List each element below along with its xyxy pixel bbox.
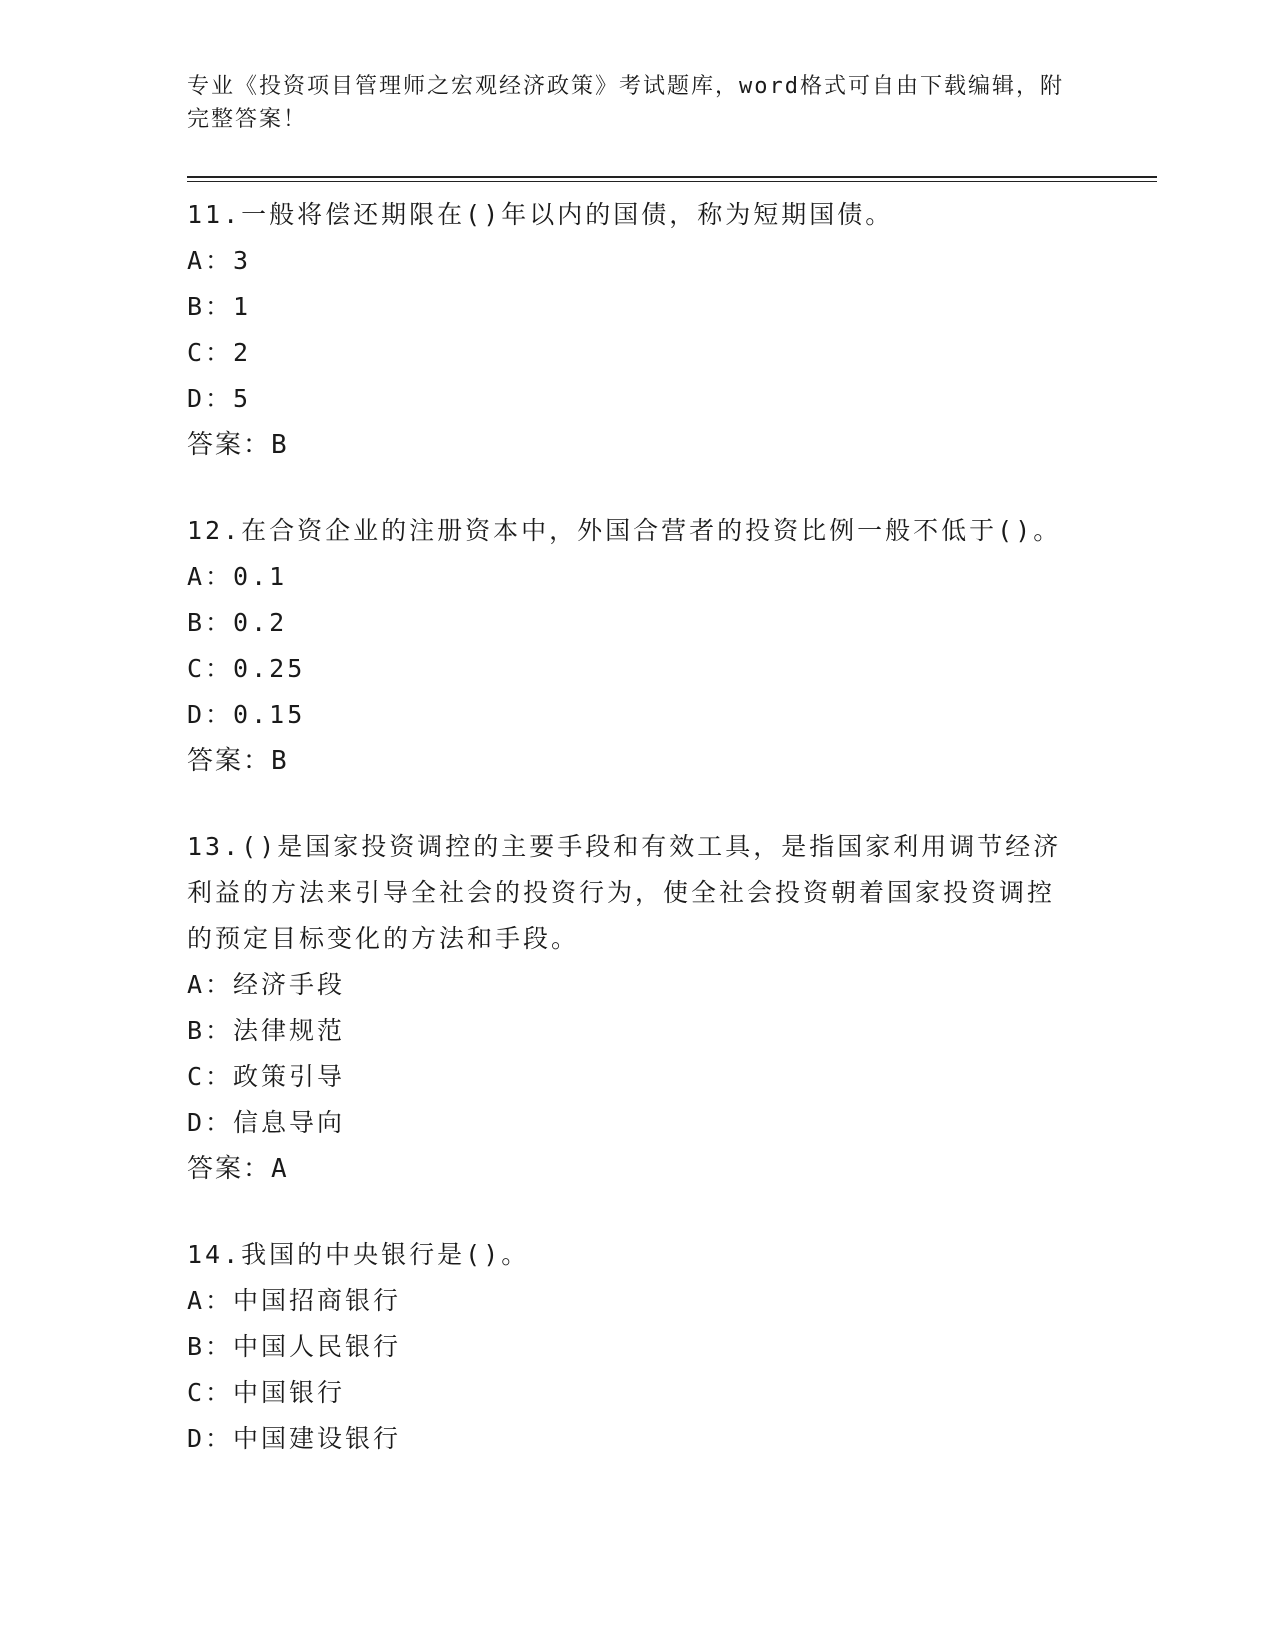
option-d: D：中国建设银行	[187, 1424, 402, 1453]
question-14	[187, 1232, 1157, 1462]
question-text: 14.我国的中央银行是()。	[187, 1240, 530, 1269]
header-divider	[187, 176, 1157, 182]
option-d: D：5	[187, 384, 252, 413]
answer-line: 答案：A	[187, 1154, 289, 1184]
option-b: B：0.2	[187, 608, 288, 637]
question-13	[187, 824, 1157, 1192]
document-intro: 专业《投资项目管理师之宏观经济政策》考试题库，word格式可自由下载编辑，附完整答案！	[187, 74, 1064, 132]
option-c: C：2	[187, 338, 252, 367]
option-b: B：1	[187, 292, 252, 321]
option-c: C：政策引导	[187, 1062, 346, 1091]
option-b: B：法律规范	[187, 1016, 346, 1045]
option-d: D：0.15	[187, 700, 306, 729]
option-a: A：经济手段	[187, 970, 346, 999]
option-d: D：信息导向	[187, 1108, 346, 1137]
option-a: A：0.1	[187, 562, 288, 591]
option-a: A：中国招商银行	[187, 1286, 402, 1315]
option-c: C：中国银行	[187, 1378, 346, 1407]
answer-line: 答案：B	[187, 430, 289, 460]
answer-line: 答案：B	[187, 746, 289, 776]
question-text: 12.在合资企业的注册资本中，外国合营者的投资比例一般不低于()。	[187, 516, 1062, 545]
question-12	[187, 508, 1157, 784]
option-b: B：中国人民银行	[187, 1332, 402, 1361]
question-text: 13.()是国家投资调控的主要手段和有效工具，是指国家利用调节经济利益的方法来引导全社会的投资行为，使全社会投资朝着国家投资调控的预定目标变化的方法和手段。	[187, 832, 1062, 953]
question-11	[187, 192, 1157, 468]
document-page	[187, 70, 1157, 1462]
option-a: A：3	[187, 246, 252, 275]
question-text: 11.一般将偿还期限在()年以内的国债，称为短期国债。	[187, 200, 894, 229]
option-c: C：0.25	[187, 654, 306, 683]
